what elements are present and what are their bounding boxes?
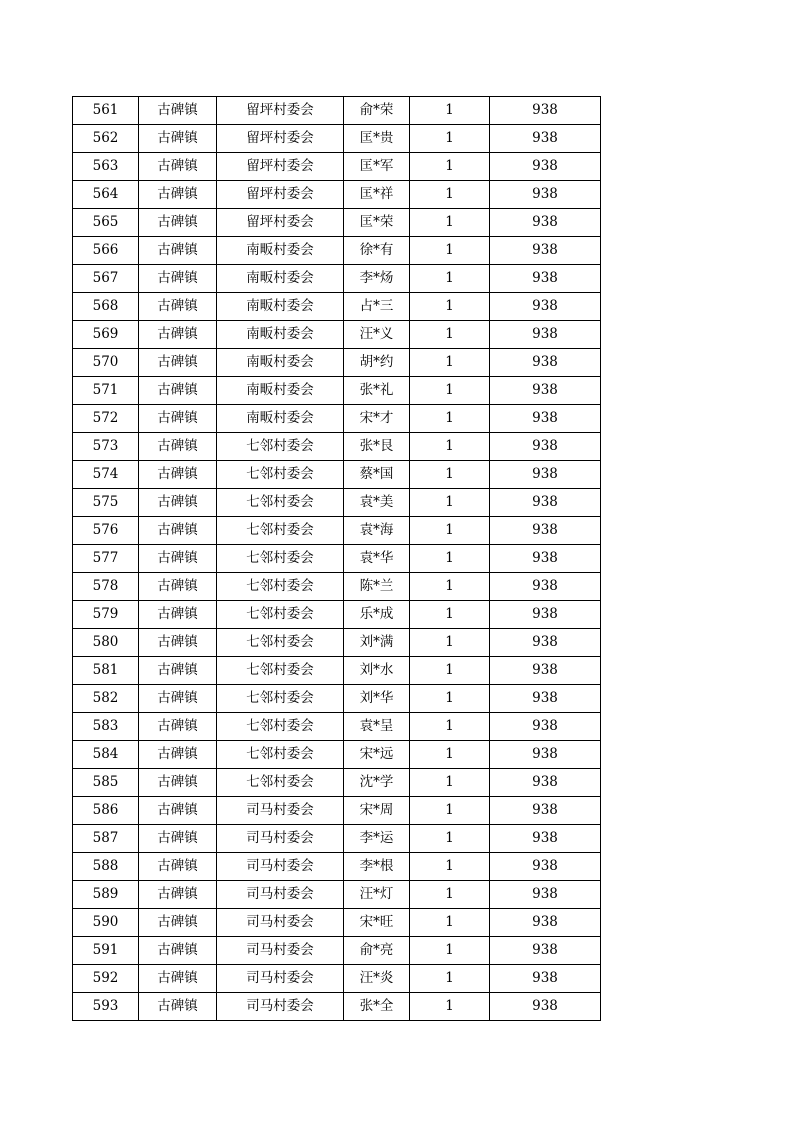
count-cell: 1 (410, 769, 490, 797)
table-row (73, 993, 601, 1021)
person-name-cell: 张*全 (344, 993, 410, 1021)
table-row (73, 265, 601, 293)
town-cell: 古碑镇 (139, 405, 217, 433)
table-row (73, 657, 601, 685)
row-number-cell: 593 (73, 993, 139, 1021)
amount-cell: 938 (490, 937, 601, 965)
table-row (73, 685, 601, 713)
table-row (73, 237, 601, 265)
row-number-cell: 566 (73, 237, 139, 265)
amount-cell: 938 (490, 153, 601, 181)
table-row (73, 209, 601, 237)
row-number-cell: 585 (73, 769, 139, 797)
amount-cell: 938 (490, 741, 601, 769)
row-number-cell: 571 (73, 377, 139, 405)
count-cell: 1 (410, 657, 490, 685)
table-row (73, 377, 601, 405)
town-cell: 古碑镇 (139, 349, 217, 377)
town-cell: 古碑镇 (139, 153, 217, 181)
person-name-cell: 匡*荣 (344, 209, 410, 237)
village-committee-cell: 留坪村委会 (217, 209, 344, 237)
row-number-cell: 592 (73, 965, 139, 993)
count-cell: 1 (410, 237, 490, 265)
town-cell: 古碑镇 (139, 125, 217, 153)
person-name-cell: 李*炀 (344, 265, 410, 293)
town-cell: 古碑镇 (139, 741, 217, 769)
table-row (73, 909, 601, 937)
count-cell: 1 (410, 433, 490, 461)
count-cell: 1 (410, 937, 490, 965)
amount-cell: 938 (490, 797, 601, 825)
table-row (73, 181, 601, 209)
row-number-cell: 578 (73, 573, 139, 601)
person-name-cell: 李*运 (344, 825, 410, 853)
town-cell: 古碑镇 (139, 265, 217, 293)
person-name-cell: 袁*美 (344, 489, 410, 517)
town-cell: 古碑镇 (139, 461, 217, 489)
beneficiary-table (72, 96, 601, 1021)
amount-cell: 938 (490, 965, 601, 993)
town-cell: 古碑镇 (139, 769, 217, 797)
table-row (73, 153, 601, 181)
village-committee-cell: 七邻村委会 (217, 433, 344, 461)
village-committee-cell: 七邻村委会 (217, 769, 344, 797)
amount-cell: 938 (490, 601, 601, 629)
town-cell: 古碑镇 (139, 713, 217, 741)
row-number-cell: 590 (73, 909, 139, 937)
amount-cell: 938 (490, 657, 601, 685)
row-number-cell: 564 (73, 181, 139, 209)
table-row (73, 125, 601, 153)
row-number-cell: 586 (73, 797, 139, 825)
table-row (73, 349, 601, 377)
count-cell: 1 (410, 461, 490, 489)
amount-cell: 938 (490, 377, 601, 405)
person-name-cell: 俞*荣 (344, 97, 410, 125)
count-cell: 1 (410, 601, 490, 629)
village-committee-cell: 七邻村委会 (217, 629, 344, 657)
table-row (73, 97, 601, 125)
table-row (73, 741, 601, 769)
town-cell: 古碑镇 (139, 293, 217, 321)
amount-cell: 938 (490, 573, 601, 601)
row-number-cell: 568 (73, 293, 139, 321)
person-name-cell: 乐*成 (344, 601, 410, 629)
amount-cell: 938 (490, 629, 601, 657)
amount-cell: 938 (490, 209, 601, 237)
person-name-cell: 刘*水 (344, 657, 410, 685)
person-name-cell: 蔡*国 (344, 461, 410, 489)
count-cell: 1 (410, 293, 490, 321)
row-number-cell: 580 (73, 629, 139, 657)
person-name-cell: 汪*灯 (344, 881, 410, 909)
amount-cell: 938 (490, 517, 601, 545)
village-committee-cell: 留坪村委会 (217, 153, 344, 181)
village-committee-cell: 留坪村委会 (217, 125, 344, 153)
amount-cell: 938 (490, 265, 601, 293)
count-cell: 1 (410, 909, 490, 937)
amount-cell: 938 (490, 545, 601, 573)
village-committee-cell: 七邻村委会 (217, 657, 344, 685)
person-name-cell: 宋*周 (344, 797, 410, 825)
row-number-cell: 565 (73, 209, 139, 237)
table-row (73, 293, 601, 321)
amount-cell: 938 (490, 181, 601, 209)
person-name-cell: 陈*兰 (344, 573, 410, 601)
count-cell: 1 (410, 153, 490, 181)
count-cell: 1 (410, 741, 490, 769)
town-cell: 古碑镇 (139, 489, 217, 517)
village-committee-cell: 七邻村委会 (217, 741, 344, 769)
village-committee-cell: 留坪村委会 (217, 181, 344, 209)
amount-cell: 938 (490, 909, 601, 937)
person-name-cell: 袁*华 (344, 545, 410, 573)
row-number-cell: 572 (73, 405, 139, 433)
amount-cell: 938 (490, 293, 601, 321)
table-body (73, 97, 601, 1021)
town-cell: 古碑镇 (139, 685, 217, 713)
village-committee-cell: 司马村委会 (217, 993, 344, 1021)
town-cell: 古碑镇 (139, 209, 217, 237)
town-cell: 古碑镇 (139, 965, 217, 993)
count-cell: 1 (410, 629, 490, 657)
town-cell: 古碑镇 (139, 657, 217, 685)
town-cell: 古碑镇 (139, 601, 217, 629)
count-cell: 1 (410, 265, 490, 293)
row-number-cell: 582 (73, 685, 139, 713)
count-cell: 1 (410, 797, 490, 825)
village-committee-cell: 南畈村委会 (217, 321, 344, 349)
table-row (73, 489, 601, 517)
village-committee-cell: 七邻村委会 (217, 489, 344, 517)
table-row (73, 573, 601, 601)
table-row (73, 629, 601, 657)
row-number-cell: 581 (73, 657, 139, 685)
town-cell: 古碑镇 (139, 97, 217, 125)
town-cell: 古碑镇 (139, 237, 217, 265)
town-cell: 古碑镇 (139, 881, 217, 909)
table-row (73, 965, 601, 993)
person-name-cell: 匡*军 (344, 153, 410, 181)
person-name-cell: 刘*华 (344, 685, 410, 713)
person-name-cell: 徐*有 (344, 237, 410, 265)
amount-cell: 938 (490, 489, 601, 517)
row-number-cell: 569 (73, 321, 139, 349)
person-name-cell: 宋*旺 (344, 909, 410, 937)
town-cell: 古碑镇 (139, 909, 217, 937)
table-row (73, 797, 601, 825)
person-name-cell: 刘*满 (344, 629, 410, 657)
amount-cell: 938 (490, 321, 601, 349)
village-committee-cell: 南畈村委会 (217, 237, 344, 265)
row-number-cell: 570 (73, 349, 139, 377)
person-name-cell: 匡*祥 (344, 181, 410, 209)
row-number-cell: 584 (73, 741, 139, 769)
person-name-cell: 匡*贵 (344, 125, 410, 153)
town-cell: 古碑镇 (139, 853, 217, 881)
village-committee-cell: 南畈村委会 (217, 349, 344, 377)
table-row (73, 433, 601, 461)
person-name-cell: 汪*炎 (344, 965, 410, 993)
village-committee-cell: 南畈村委会 (217, 293, 344, 321)
village-committee-cell: 司马村委会 (217, 909, 344, 937)
row-number-cell: 562 (73, 125, 139, 153)
count-cell: 1 (410, 965, 490, 993)
amount-cell: 938 (490, 881, 601, 909)
person-name-cell: 占*三 (344, 293, 410, 321)
town-cell: 古碑镇 (139, 517, 217, 545)
row-number-cell: 583 (73, 713, 139, 741)
town-cell: 古碑镇 (139, 629, 217, 657)
village-committee-cell: 南畈村委会 (217, 265, 344, 293)
town-cell: 古碑镇 (139, 433, 217, 461)
village-committee-cell: 七邻村委会 (217, 601, 344, 629)
row-number-cell: 577 (73, 545, 139, 573)
amount-cell: 938 (490, 993, 601, 1021)
table-row (73, 937, 601, 965)
table-row (73, 517, 601, 545)
count-cell: 1 (410, 881, 490, 909)
count-cell: 1 (410, 993, 490, 1021)
row-number-cell: 591 (73, 937, 139, 965)
village-committee-cell: 司马村委会 (217, 881, 344, 909)
row-number-cell: 576 (73, 517, 139, 545)
town-cell: 古碑镇 (139, 181, 217, 209)
person-name-cell: 宋*才 (344, 405, 410, 433)
count-cell: 1 (410, 489, 490, 517)
town-cell: 古碑镇 (139, 797, 217, 825)
table-row (73, 713, 601, 741)
person-name-cell: 李*根 (344, 853, 410, 881)
table-row (73, 601, 601, 629)
village-committee-cell: 司马村委会 (217, 853, 344, 881)
village-committee-cell: 南畈村委会 (217, 377, 344, 405)
amount-cell: 938 (490, 825, 601, 853)
village-committee-cell: 七邻村委会 (217, 573, 344, 601)
count-cell: 1 (410, 377, 490, 405)
town-cell: 古碑镇 (139, 993, 217, 1021)
count-cell: 1 (410, 517, 490, 545)
row-number-cell: 588 (73, 853, 139, 881)
table-row (73, 769, 601, 797)
village-committee-cell: 七邻村委会 (217, 685, 344, 713)
table-row (73, 881, 601, 909)
table-row (73, 545, 601, 573)
count-cell: 1 (410, 853, 490, 881)
row-number-cell: 563 (73, 153, 139, 181)
count-cell: 1 (410, 545, 490, 573)
person-name-cell: 沈*学 (344, 769, 410, 797)
table-row (73, 853, 601, 881)
table-row (73, 405, 601, 433)
person-name-cell: 汪*义 (344, 321, 410, 349)
count-cell: 1 (410, 349, 490, 377)
village-committee-cell: 七邻村委会 (217, 713, 344, 741)
count-cell: 1 (410, 125, 490, 153)
amount-cell: 938 (490, 237, 601, 265)
town-cell: 古碑镇 (139, 321, 217, 349)
village-committee-cell: 七邻村委会 (217, 517, 344, 545)
village-committee-cell: 南畈村委会 (217, 405, 344, 433)
person-name-cell: 张*艮 (344, 433, 410, 461)
village-committee-cell: 司马村委会 (217, 797, 344, 825)
person-name-cell: 袁*海 (344, 517, 410, 545)
count-cell: 1 (410, 405, 490, 433)
row-number-cell: 561 (73, 97, 139, 125)
count-cell: 1 (410, 713, 490, 741)
village-committee-cell: 留坪村委会 (217, 97, 344, 125)
row-number-cell: 575 (73, 489, 139, 517)
amount-cell: 938 (490, 349, 601, 377)
table-row (73, 825, 601, 853)
row-number-cell: 589 (73, 881, 139, 909)
town-cell: 古碑镇 (139, 377, 217, 405)
amount-cell: 938 (490, 97, 601, 125)
row-number-cell: 567 (73, 265, 139, 293)
village-committee-cell: 司马村委会 (217, 937, 344, 965)
row-number-cell: 573 (73, 433, 139, 461)
amount-cell: 938 (490, 685, 601, 713)
amount-cell: 938 (490, 769, 601, 797)
row-number-cell: 579 (73, 601, 139, 629)
village-committee-cell: 司马村委会 (217, 825, 344, 853)
person-name-cell: 宋*远 (344, 741, 410, 769)
person-name-cell: 俞*亮 (344, 937, 410, 965)
village-committee-cell: 七邻村委会 (217, 545, 344, 573)
amount-cell: 938 (490, 405, 601, 433)
row-number-cell: 574 (73, 461, 139, 489)
village-committee-cell: 司马村委会 (217, 965, 344, 993)
amount-cell: 938 (490, 853, 601, 881)
amount-cell: 938 (490, 461, 601, 489)
row-number-cell: 587 (73, 825, 139, 853)
amount-cell: 938 (490, 125, 601, 153)
town-cell: 古碑镇 (139, 825, 217, 853)
town-cell: 古碑镇 (139, 937, 217, 965)
amount-cell: 938 (490, 713, 601, 741)
person-name-cell: 张*礼 (344, 377, 410, 405)
village-committee-cell: 七邻村委会 (217, 461, 344, 489)
count-cell: 1 (410, 181, 490, 209)
count-cell: 1 (410, 97, 490, 125)
town-cell: 古碑镇 (139, 545, 217, 573)
count-cell: 1 (410, 685, 490, 713)
count-cell: 1 (410, 321, 490, 349)
count-cell: 1 (410, 825, 490, 853)
count-cell: 1 (410, 573, 490, 601)
table-row (73, 321, 601, 349)
table-row (73, 461, 601, 489)
town-cell: 古碑镇 (139, 573, 217, 601)
amount-cell: 938 (490, 433, 601, 461)
person-name-cell: 袁*呈 (344, 713, 410, 741)
count-cell: 1 (410, 209, 490, 237)
person-name-cell: 胡*约 (344, 349, 410, 377)
